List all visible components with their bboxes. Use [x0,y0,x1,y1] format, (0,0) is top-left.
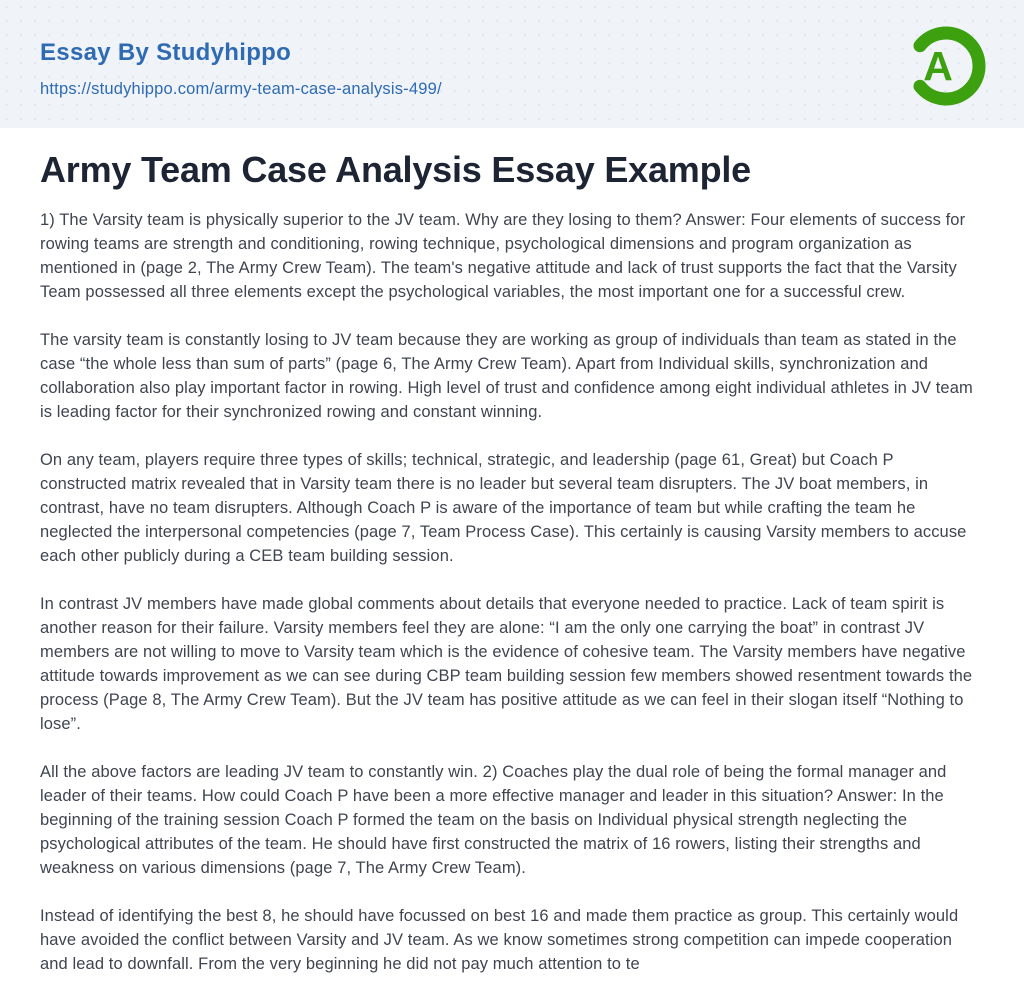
site-title: Essay By Studyhippo [40,39,292,66]
essay-paragraph-5: All the above factors are leading JV team to constantly win. 2) Coaches play the dual role of being the formal manager and leader of their teams. How could Coach P have been a more effective manager and leader in this situation? Answer: In the beginning of the training session Coach P formed the team on the basis on Individual physical strength neglecting the psychological attributes of the team. He should have first constructed the matrix of 16 rowers, listing their strengths and weakness on various dimensions (page 7, The Army Crew Team). [40,763,947,877]
essay-paragraph-3: On any team, players require three types of skills; technical, strategic, and leadership (page 61, Great) but Coach P constructed matrix revealed that in Varsity team there is no leader but several team disrupters. The JV boat members, in contrast, have no team disrupters. Although Coach P is aware of the importance of team but while crafting the team he neglected the interpersonal competencies (page 7, Team Process Case). This certainly is causing Varsity members to accuse each other publicly during a CEB team building session. [40,451,967,565]
essay-paragraph-4: In contrast JV members have made global comments about details that everyone needed to practice. Lack of team spirit is another reason for their failure. Varsity members feel they are alone: “I am the only one carrying the boat” in contrast JV members are not willing to move to Varsity team which is the evidence of cohesive team. The Varsity members have negative attitude towards improvement as we can see during CBP team building session few members showed resentment towards the process (Page 8, The Army Crew Team). But the JV team has positive attitude as we can feel in their slogan itself “Nothing to lose”. [40,595,973,733]
studyhippo-logo [904,24,988,108]
essay-paragraph-1: 1) The Varsity team is physically superior to the JV team. Why are they losing to them? Answer: Four elements of success for rowing teams are strength and conditioning, rowing technique, psychological dimensions and program organization as mentioned in (page 2, The Army Crew Team). The team's negative attitude and lack of trust supports the fact that the Varsity Team possessed all three elements except the psychological variables, the most important one for a successful crew. [40,211,966,301]
essay-article [0,128,1024,976]
essay-paragraph-6: Instead of identifying the best 8, he should have focussed on best 16 and made them practice as group. This certainly would have avoided the conflict between Varsity and JV team. As we know sometimes strong competition can impede cooperation and lead to downfall. From the very beginning he did not pay much attention to te [40,907,959,973]
open-ring-logo-icon [904,24,988,108]
logo-letter: A [923,43,953,89]
essay-paragraph-2: The varsity team is constantly losing to JV team because they are working as group of individuals than team as stated in the case “the whole less than sum of parts” (page 6, The Army Crew Team). Apart from Individual skills, synchronization and collaboration also play important factor in rowing. High level of trust and confidence among eight individual athletes in JV team is leading factor for their synchronized rowing and constant winning. [40,331,973,421]
page-header [0,0,1024,128]
essay-title: Army Team Case Analysis Essay Example [40,149,752,190]
source-url-link[interactable]: https://studyhippo.com/army-team-case-analysis-499/ [40,80,442,99]
